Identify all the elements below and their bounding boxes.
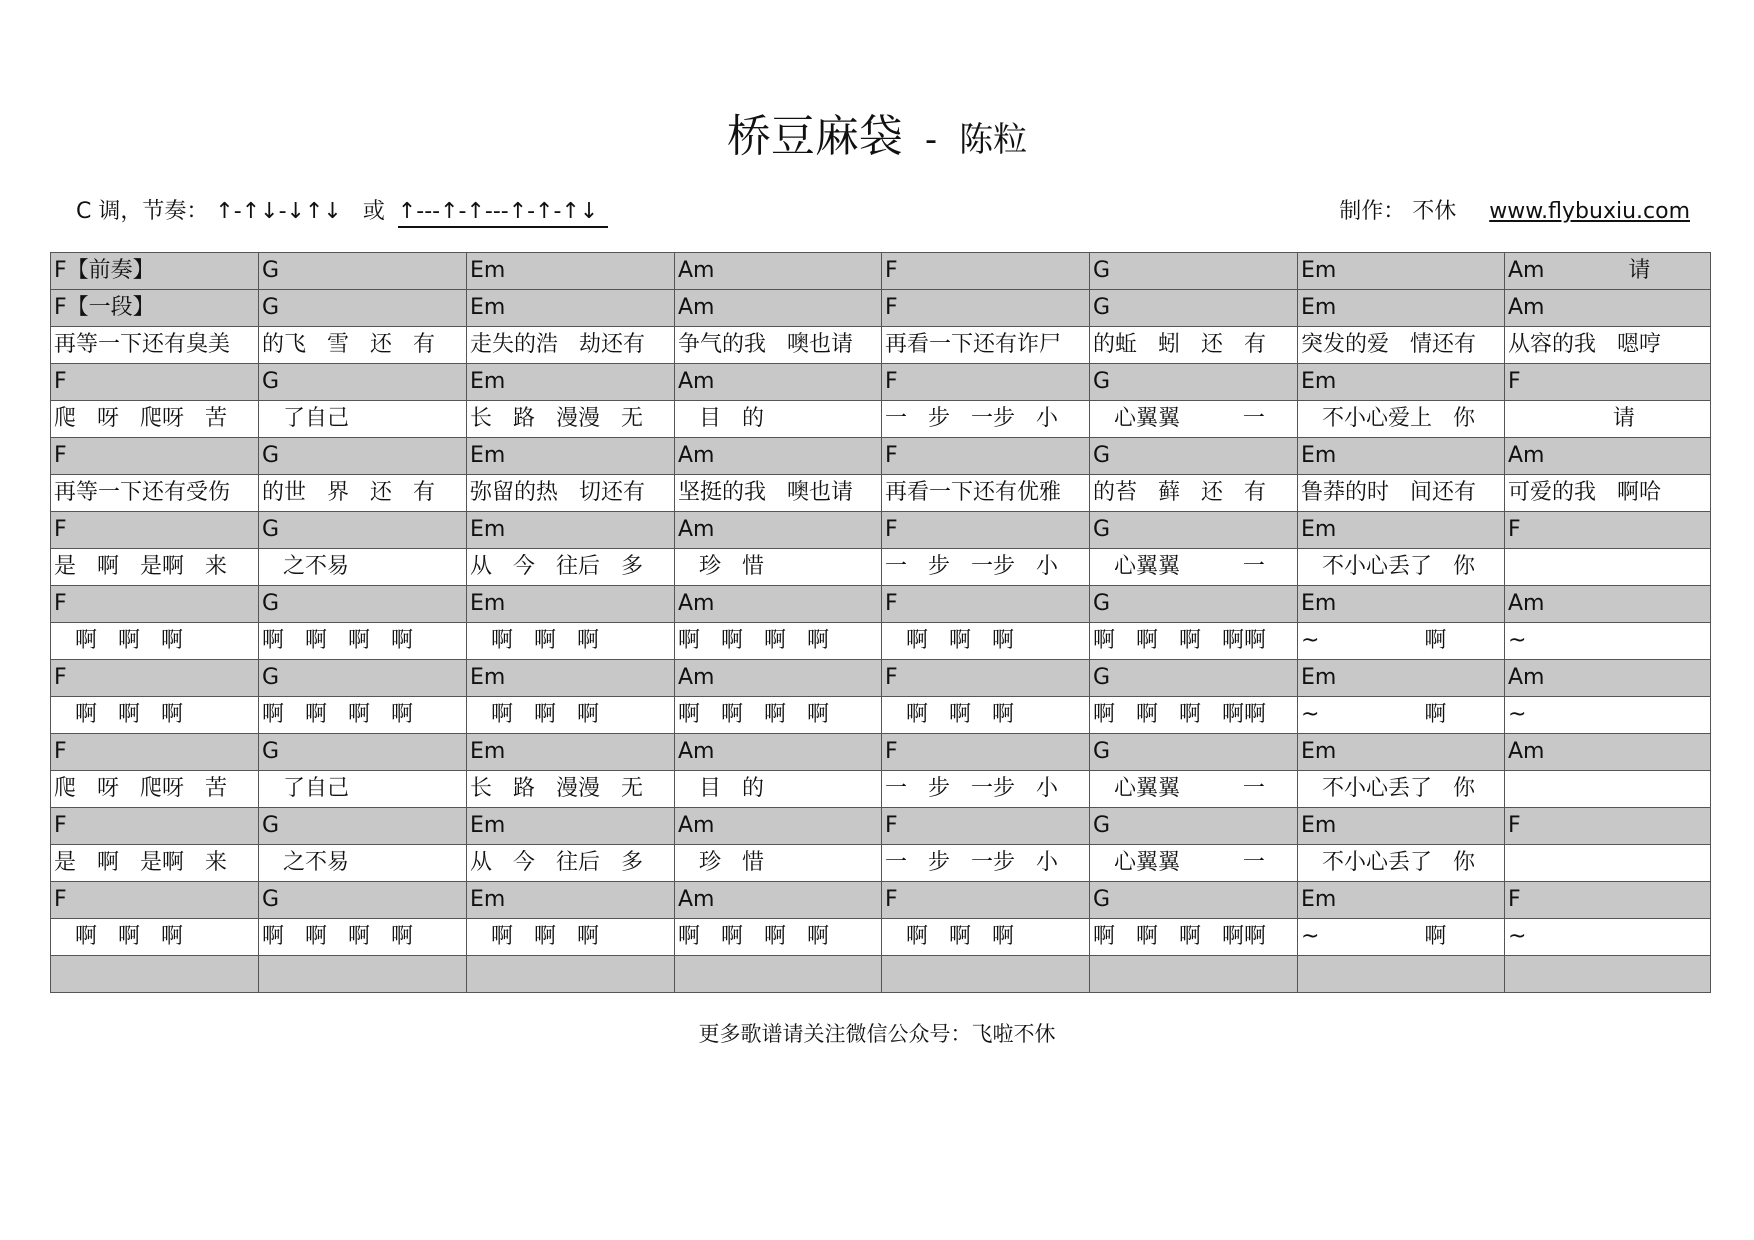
chord-cell: F xyxy=(882,364,1090,401)
lyric-cell: 一 步 一步 小 xyxy=(882,771,1090,808)
chord-cell: Em xyxy=(467,808,675,845)
chord-cell: F xyxy=(882,882,1090,919)
chord-cell: Em xyxy=(467,364,675,401)
blank-cell xyxy=(675,956,882,993)
chord-cell: G xyxy=(259,882,467,919)
lyric-cell: 一 步 一步 小 xyxy=(882,845,1090,882)
lyric-cell: 坚挺的我 噢也请 xyxy=(675,475,882,512)
chord-cell: F xyxy=(1505,364,1711,401)
lyric-cell: 从 今 往后 多 xyxy=(467,549,675,586)
lyric-cell xyxy=(1505,771,1711,808)
chord-cell: F xyxy=(882,586,1090,623)
lyric-cell: ~ xyxy=(1505,697,1711,734)
chord-cell: F xyxy=(1505,808,1711,845)
chord-cell: Am 请 xyxy=(1505,253,1711,290)
chord-cell: F xyxy=(882,734,1090,771)
chord-row xyxy=(51,808,1711,845)
chord-cell: Am xyxy=(675,364,882,401)
lyric-cell: 心翼翼 一 xyxy=(1090,401,1298,438)
lyric-cell: 从容的我 嗯哼 xyxy=(1505,327,1711,364)
lyric-row xyxy=(51,771,1711,808)
chord-cell: Am xyxy=(1505,438,1711,475)
lyric-cell: 请 xyxy=(1505,401,1711,438)
chord-cell: F xyxy=(1505,512,1711,549)
chord-cell: Em xyxy=(1298,438,1505,475)
rhythm-pattern-1: ↑-↑↓-↓↑↓ xyxy=(215,199,342,224)
chord-cell: Em xyxy=(467,512,675,549)
lyric-cell: 鲁莽的时 间还有 xyxy=(1298,475,1505,512)
credit-label: 制作： 不休 xyxy=(1339,199,1457,224)
chord-cell: F xyxy=(51,882,259,919)
lyric-cell: 啊 啊 啊 xyxy=(51,623,259,660)
chord-cell: Am xyxy=(675,882,882,919)
key-rhythm-line xyxy=(76,194,608,228)
lyric-cell: 的飞 雪 还 有 xyxy=(259,327,467,364)
lyric-cell: 啊 啊 啊 啊啊 xyxy=(1090,697,1298,734)
or-label: 或 xyxy=(362,199,385,224)
chord-cell: Em xyxy=(467,882,675,919)
lyric-cell: 的蚯 蚓 还 有 xyxy=(1090,327,1298,364)
lyric-cell: 再等一下还有臭美 xyxy=(51,327,259,364)
chord-cell: F xyxy=(51,808,259,845)
chord-cell: Em xyxy=(467,438,675,475)
lyric-cell: 之不易 xyxy=(259,549,467,586)
lyric-cell: 啊 啊 啊 xyxy=(467,623,675,660)
lyric-cell: 心翼翼 一 xyxy=(1090,549,1298,586)
website-link[interactable]: www.flybuxiu.com xyxy=(1489,199,1690,224)
blank-cell xyxy=(1090,956,1298,993)
chord-cell: G xyxy=(259,438,467,475)
lyric-cell: 一 步 一步 小 xyxy=(882,549,1090,586)
chord-cell: G xyxy=(259,660,467,697)
chord-cell: G xyxy=(1090,438,1298,475)
lyric-cell: 是 啊 是啊 来 xyxy=(51,845,259,882)
lyric-cell: 长 路 漫漫 无 xyxy=(467,401,675,438)
lyric-cell: 了自己 xyxy=(259,771,467,808)
chord-cell: F xyxy=(51,512,259,549)
chord-cell: Am xyxy=(675,586,882,623)
lyric-cell: 再看一下还有优雅 xyxy=(882,475,1090,512)
chord-cell: Em xyxy=(1298,660,1505,697)
lyric-cell: ~ 啊 xyxy=(1298,697,1505,734)
blank-row xyxy=(51,956,1711,993)
lyric-cell: ~ xyxy=(1505,623,1711,660)
lyric-cell: 啊 啊 啊 啊 xyxy=(675,623,882,660)
lyric-cell: 的世 界 还 有 xyxy=(259,475,467,512)
chord-cell: G xyxy=(1090,734,1298,771)
chord-cell: Em xyxy=(1298,586,1505,623)
chord-row xyxy=(51,882,1711,919)
chord-cell: Em xyxy=(467,253,675,290)
chord-cell: G xyxy=(1090,364,1298,401)
chord-row xyxy=(51,734,1711,771)
chord-cell: Am xyxy=(675,660,882,697)
lyric-cell: 啊 啊 啊 xyxy=(51,919,259,956)
lyric-row xyxy=(51,401,1711,438)
lyric-row xyxy=(51,919,1711,956)
chord-cell: F xyxy=(51,364,259,401)
lyric-cell: 不小心丢了 你 xyxy=(1298,549,1505,586)
chord-cell: F xyxy=(882,290,1090,327)
lyric-cell: 不小心丢了 你 xyxy=(1298,771,1505,808)
chord-cell: Am xyxy=(1505,660,1711,697)
chord-cell: Am xyxy=(675,253,882,290)
chord-cell: Em xyxy=(1298,364,1505,401)
lyric-cell: 再看一下还有诈尸 xyxy=(882,327,1090,364)
lyric-cell: 爬 呀 爬呀 苦 xyxy=(51,771,259,808)
rhythm-pattern-2: ↑---↑-↑---↑-↑-↑↓ xyxy=(398,199,608,228)
lyric-cell: 心翼翼 一 xyxy=(1090,845,1298,882)
chord-cell: G xyxy=(1090,253,1298,290)
lyric-cell xyxy=(1505,549,1711,586)
lyric-cell: 啊 啊 啊 啊啊 xyxy=(1090,919,1298,956)
chord-cell: G xyxy=(259,364,467,401)
chord-row xyxy=(51,290,1711,327)
lyric-cell: 啊 啊 啊 啊啊 xyxy=(1090,623,1298,660)
lyric-cell: 啊 啊 啊 啊 xyxy=(675,919,882,956)
chord-cell: Em xyxy=(467,734,675,771)
lyric-row xyxy=(51,697,1711,734)
chord-row xyxy=(51,253,1711,290)
chord-cell: G xyxy=(259,290,467,327)
chord-cell: G xyxy=(259,734,467,771)
chord-row xyxy=(51,364,1711,401)
lyric-cell: 了自己 xyxy=(259,401,467,438)
chord-cell: Am xyxy=(675,512,882,549)
title-separator: - xyxy=(924,120,938,160)
blank-cell xyxy=(1505,956,1711,993)
blank-cell xyxy=(259,956,467,993)
chord-cell: F xyxy=(51,734,259,771)
lyric-cell: 一 步 一步 小 xyxy=(882,401,1090,438)
chord-cell: G xyxy=(1090,660,1298,697)
chord-row xyxy=(51,512,1711,549)
chord-cell: Em xyxy=(1298,882,1505,919)
lyric-cell: 走失的浩 劫还有 xyxy=(467,327,675,364)
lyric-cell: 是 啊 是啊 来 xyxy=(51,549,259,586)
chord-cell: Em xyxy=(1298,808,1505,845)
lyric-cell: 不小心丢了 你 xyxy=(1298,845,1505,882)
lyric-cell: 从 今 往后 多 xyxy=(467,845,675,882)
lyric-cell: 的苔 藓 还 有 xyxy=(1090,475,1298,512)
blank-cell xyxy=(882,956,1090,993)
chord-cell: Em xyxy=(467,586,675,623)
chord-cell: F xyxy=(882,438,1090,475)
chord-cell: Em xyxy=(467,290,675,327)
lyric-row xyxy=(51,549,1711,586)
lyric-cell: 突发的爱 情还有 xyxy=(1298,327,1505,364)
chord-sheet-body xyxy=(51,253,1711,993)
chord-cell: Am xyxy=(1505,734,1711,771)
lyric-cell: 弥留的热 切还有 xyxy=(467,475,675,512)
lyric-cell: 长 路 漫漫 无 xyxy=(467,771,675,808)
lyric-cell: 啊 啊 啊 xyxy=(51,697,259,734)
chord-cell: Em xyxy=(467,660,675,697)
chord-cell: G xyxy=(259,253,467,290)
chord-cell: F xyxy=(51,438,259,475)
chord-cell: F xyxy=(51,660,259,697)
key-label: C 调，节奏： xyxy=(76,199,209,224)
lyric-cell: 啊 啊 啊 啊 xyxy=(259,697,467,734)
chord-cell: Am xyxy=(1505,586,1711,623)
chord-row xyxy=(51,660,1711,697)
lyric-cell: 不小心爱上 你 xyxy=(1298,401,1505,438)
chord-cell: G xyxy=(259,512,467,549)
lyric-cell: ~ 啊 xyxy=(1298,919,1505,956)
chord-cell: Am xyxy=(675,734,882,771)
lyric-cell: 啊 啊 啊 xyxy=(467,697,675,734)
blank-cell xyxy=(51,956,259,993)
chord-cell: Em xyxy=(1298,734,1505,771)
lyric-cell: 啊 啊 啊 xyxy=(882,697,1090,734)
chord-cell: G xyxy=(1090,808,1298,845)
chord-cell: Em xyxy=(1298,512,1505,549)
chord-cell: Em xyxy=(1298,290,1505,327)
footer-note: 更多歌谱请关注微信公众号：飞啦不休 xyxy=(698,1022,1056,1046)
lyric-cell: 啊 啊 啊 xyxy=(882,623,1090,660)
lyric-cell: 珍 惜 xyxy=(675,845,882,882)
lyric-cell: 啊 啊 啊 xyxy=(467,919,675,956)
chord-cell: G xyxy=(1090,512,1298,549)
chord-cell: F xyxy=(1505,882,1711,919)
lyric-cell: 争气的我 噢也请 xyxy=(675,327,882,364)
lyric-cell: ~ 啊 xyxy=(1298,623,1505,660)
chord-cell: F xyxy=(882,253,1090,290)
lyric-cell: 心翼翼 一 xyxy=(1090,771,1298,808)
chord-sheet-table xyxy=(50,252,1711,993)
lyric-cell: 再等一下还有受伤 xyxy=(51,475,259,512)
chord-cell: F xyxy=(882,512,1090,549)
chord-cell: G xyxy=(1090,586,1298,623)
lyric-row xyxy=(51,845,1711,882)
lyric-cell: 爬 呀 爬呀 苦 xyxy=(51,401,259,438)
chord-cell: F xyxy=(882,660,1090,697)
chord-cell: G xyxy=(1090,882,1298,919)
chord-row xyxy=(51,438,1711,475)
lyric-row xyxy=(51,475,1711,512)
chord-cell: Am xyxy=(675,808,882,845)
chord-cell: F【前奏】 xyxy=(51,253,259,290)
lyric-row xyxy=(51,327,1711,364)
lyric-cell: 啊 啊 啊 xyxy=(882,919,1090,956)
lyric-cell: ~ xyxy=(1505,919,1711,956)
lyric-row xyxy=(51,623,1711,660)
lyric-cell: 目 的 xyxy=(675,771,882,808)
song-title-line xyxy=(0,100,1754,164)
chord-cell: Am xyxy=(675,290,882,327)
lyric-cell: 珍 惜 xyxy=(675,549,882,586)
chord-cell: G xyxy=(1090,290,1298,327)
artist-name: 陈粒 xyxy=(959,120,1028,160)
blank-cell xyxy=(1298,956,1505,993)
lyric-cell: 之不易 xyxy=(259,845,467,882)
chord-cell: G xyxy=(259,586,467,623)
lyric-cell: 啊 啊 啊 啊 xyxy=(259,623,467,660)
chord-cell: Em xyxy=(1298,253,1505,290)
chord-cell: Am xyxy=(675,438,882,475)
chord-cell: F xyxy=(882,808,1090,845)
lyric-cell: 啊 啊 啊 啊 xyxy=(675,697,882,734)
chord-cell: F xyxy=(51,586,259,623)
lyric-cell xyxy=(1505,845,1711,882)
chord-cell: Am xyxy=(1505,290,1711,327)
blank-cell xyxy=(467,956,675,993)
lyric-cell: 目 的 xyxy=(675,401,882,438)
chord-row xyxy=(51,586,1711,623)
lyric-cell: 啊 啊 啊 啊 xyxy=(259,919,467,956)
song-title: 桥豆麻袋 xyxy=(726,111,903,162)
lyric-cell: 可爱的我 啊哈 xyxy=(1505,475,1711,512)
chord-cell: F【一段】 xyxy=(51,290,259,327)
credit-line xyxy=(1339,194,1690,225)
chord-cell: G xyxy=(259,808,467,845)
